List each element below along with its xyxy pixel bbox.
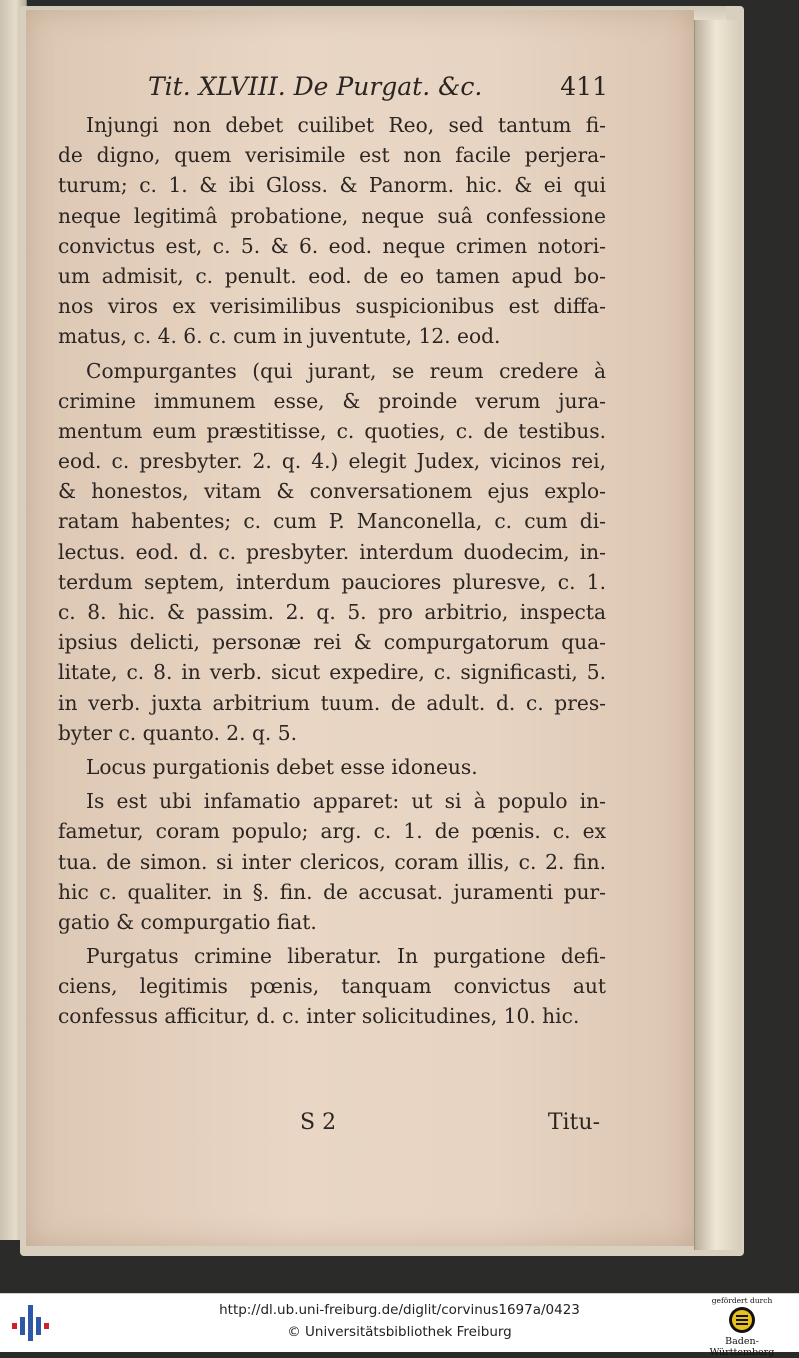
text-line: in verb. juxta arbitrium tuum. de adult. d. c. pres- — [58, 690, 606, 715]
sponsor-note: gefördert durch — [711, 1296, 773, 1305]
running-head-title: Tit. XLVIII. De Purgat. &c. — [148, 72, 483, 101]
text-line: fametur, coram populo; arg. c. 1. de pœnis. c. ex — [58, 819, 606, 844]
text-line: neque legitimâ probatione, neque suâ confessione — [58, 203, 606, 228]
copyright-notice: © Universitätsbibliothek Freiburg — [287, 1324, 512, 1340]
text-line: Locus purgationis debet esse idoneus. — [86, 754, 478, 779]
text-line: ipsius delicti, personæ rei & compurgatorum qua- — [58, 630, 606, 655]
body-text — [58, 110, 606, 1032]
page-footer — [300, 1110, 600, 1144]
viewer-footer-bar — [0, 1293, 799, 1352]
text-line: nos viros ex verisimilibus suspicionibus est diffa- — [58, 294, 606, 319]
baden-wuerttemberg-crest-icon — [727, 1305, 757, 1335]
permalink-url[interactable]: http://dl.ub.uni-freiburg.de/diglit/corvinus1697a/0423 — [219, 1302, 580, 1318]
text-line: Is est ubi infamatio apparet: ut si à populo in- — [86, 789, 606, 814]
text-line: & honestos, vitam & conversationem ejus explo- — [58, 479, 606, 504]
text-line: crimine immunem esse, & proinde verum jura- — [58, 388, 606, 413]
text-line: turum; c. 1. & ibi Gloss. & Panorm. hic. & ei qui — [58, 173, 606, 198]
text-line: Purgatus crimine liberatur. In purgatione defi- — [86, 944, 606, 969]
text-line: de digno, quem verisimile est non facile perjera- — [58, 143, 606, 168]
text-line: c. 8. hic. & passim. 2. q. 5. pro arbitrio, inspecta — [58, 600, 606, 624]
fore-edge — [694, 20, 741, 1250]
page-number: 411 — [560, 72, 608, 101]
running-head — [148, 72, 608, 108]
text-line: byter c. quanto. 2. q. 5. — [58, 720, 297, 745]
text-line: lectus. eod. d. c. presbyter. interdum duodecim, in- — [58, 539, 606, 564]
catchword: Titu- — [547, 1110, 600, 1135]
text-line: convictus est, c. 5. & 6. eod. neque crimen notori- — [58, 233, 606, 258]
text-line: confessus afficitur, d. c. inter solicitudines, 10. hic. — [58, 1004, 580, 1029]
text-line: tua. de simon. si inter clericos, coram illis, c. 2. fin. — [58, 849, 606, 874]
text-line: mentum eum præstitisse, c. quoties, c. de testibus. — [58, 418, 606, 443]
text-line: Compurgantes (qui jurant, se reum credere à — [86, 358, 606, 383]
text-line: eod. c. presbyter. 2. q. 4.) elegit Judex, vicinos rei, — [58, 449, 606, 474]
text-line: ciens, legitimis pœnis, tanquam convictus aut — [58, 974, 606, 999]
text-line: gatio & compurgatio fiat. — [58, 909, 317, 934]
text-line: um admisit, c. penult. eod. de eo tamen apud bo- — [58, 263, 606, 288]
signature-mark: S 2 — [300, 1110, 337, 1135]
text-line: Injungi non debet cuilibet Reo, sed tantum fi- — [86, 113, 606, 137]
text-line: terdum septem, interdum pauciores pluresve, c. 1. — [58, 569, 606, 594]
text-line: ratam habentes; c. cum P. Manconella, c. cum di- — [58, 509, 606, 534]
text-line: hic c. qualiter. in §. fin. de accusat. juramenti pur- — [58, 879, 606, 904]
text-line: matus, c. 4. 6. c. cum in juventute, 12. eod. — [58, 324, 501, 349]
sponsor-logo — [694, 1296, 790, 1358]
text-line: litate, c. 8. in verb. sicut expedire, c. significasti, 5. — [58, 660, 606, 685]
sponsor-name: Baden-Württemberg — [709, 1336, 775, 1358]
ub-freiburg-logo-icon — [10, 1303, 52, 1343]
